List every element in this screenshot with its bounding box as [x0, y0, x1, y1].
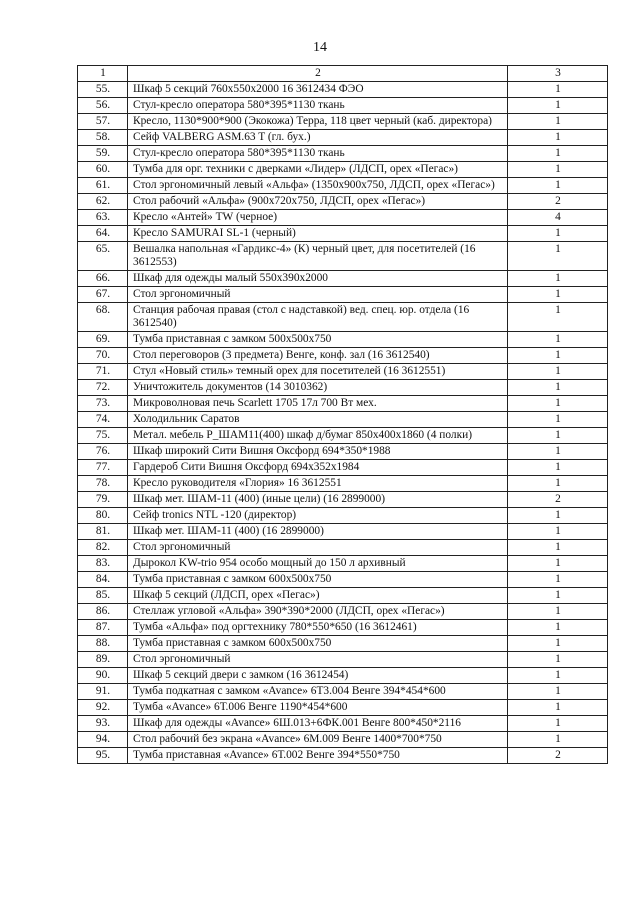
item-name-cell: Тумба «Альфа» под оргтехнику 780*550*650 (16 3612461) — [128, 620, 508, 636]
table-row — [78, 412, 608, 428]
quantity-cell: 1 — [508, 130, 608, 146]
item-name-cell: Шкаф мет. ШАМ-11 (400) (16 2899000) — [128, 524, 508, 540]
table-row — [78, 146, 608, 162]
header-cell-number: 1 — [78, 66, 128, 82]
row-number-cell: 93. — [78, 716, 128, 732]
table-row — [78, 748, 608, 764]
quantity-cell: 1 — [508, 732, 608, 748]
item-name-cell: Кресло SAMURAI SL-1 (черный) — [128, 226, 508, 242]
quantity-cell: 1 — [508, 428, 608, 444]
quantity-cell: 1 — [508, 684, 608, 700]
item-name-cell: Стул-кресло оператора 580*395*1130 ткань — [128, 146, 508, 162]
table-row — [78, 540, 608, 556]
table-row — [78, 492, 608, 508]
item-name-cell: Гардероб Сити Вишня Оксфорд 694x352x1984 — [128, 460, 508, 476]
item-name-cell: Стол эргономичный — [128, 287, 508, 303]
row-number-cell: 77. — [78, 460, 128, 476]
table-row — [78, 162, 608, 178]
row-number-cell: 89. — [78, 652, 128, 668]
row-number-cell: 57. — [78, 114, 128, 130]
item-name-cell: Тумба приставная с замком 600x500x750 — [128, 572, 508, 588]
row-number-cell: 75. — [78, 428, 128, 444]
row-number-cell: 65. — [78, 242, 128, 271]
item-name-cell: Стол эргономичный левый «Альфа» (1350x900x750, ЛДСП, орех «Пегас») — [128, 178, 508, 194]
table-row — [78, 604, 608, 620]
item-name-cell: Сейф tronics NTL -120 (директор) — [128, 508, 508, 524]
item-name-cell: Станция рабочая правая (стол с надставкой) вед. спец. юр. отдела (16 3612540) — [128, 303, 508, 332]
table-row — [78, 716, 608, 732]
table-row — [78, 287, 608, 303]
table-row — [78, 508, 608, 524]
item-name-cell: Сейф VALBERG ASM.63 T (гл. бух.) — [128, 130, 508, 146]
table-row — [78, 332, 608, 348]
table-row — [78, 636, 608, 652]
quantity-cell: 1 — [508, 716, 608, 732]
item-name-cell: Метал. мебель Р_ШАМ11(400) шкаф д/бумаг 850x400x1860 (4 полки) — [128, 428, 508, 444]
item-name-cell: Шкаф мет. ШАМ-11 (400) (иные цели) (16 2899000) — [128, 492, 508, 508]
item-name-cell: Стеллаж угловой «Альфа» 390*390*2000 (ЛДСП, орех «Пегас») — [128, 604, 508, 620]
item-name-cell: Кресло руководителя «Глория» 16 3612551 — [128, 476, 508, 492]
table-row — [78, 348, 608, 364]
item-name-cell: Тумба приставная с замком 500x500x750 — [128, 332, 508, 348]
quantity-cell: 1 — [508, 82, 608, 98]
table-row — [78, 460, 608, 476]
row-number-cell: 73. — [78, 396, 128, 412]
quantity-cell: 1 — [508, 460, 608, 476]
table-row — [78, 271, 608, 287]
quantity-cell: 1 — [508, 271, 608, 287]
item-name-cell: Микроволновая печь Scarlett 1705 17л 700 Вт мех. — [128, 396, 508, 412]
row-number-cell: 82. — [78, 540, 128, 556]
quantity-cell: 1 — [508, 348, 608, 364]
item-name-cell: Шкаф 5 секций двери с замком (16 3612454) — [128, 668, 508, 684]
item-name-cell: Стол рабочий без экрана «Avance» 6М.009 Венге 1400*700*750 — [128, 732, 508, 748]
item-name-cell: Тумба «Avance» 6Т.006 Венге 1190*454*600 — [128, 700, 508, 716]
quantity-cell: 1 — [508, 620, 608, 636]
quantity-cell: 1 — [508, 652, 608, 668]
quantity-cell: 1 — [508, 98, 608, 114]
row-number-cell: 63. — [78, 210, 128, 226]
quantity-cell: 1 — [508, 444, 608, 460]
table-row — [78, 396, 608, 412]
quantity-cell: 2 — [508, 748, 608, 764]
row-number-cell: 71. — [78, 364, 128, 380]
item-name-cell: Вешалка напольная «Гардикс-4» (К) черный цвет, для посетителей (16 3612553) — [128, 242, 508, 271]
table-row — [78, 700, 608, 716]
row-number-cell: 68. — [78, 303, 128, 332]
row-number-cell: 67. — [78, 287, 128, 303]
item-name-cell: Тумба подкатная с замком «Avance» 6Т3.004 Венге 394*454*600 — [128, 684, 508, 700]
row-number-cell: 80. — [78, 508, 128, 524]
row-number-cell: 64. — [78, 226, 128, 242]
item-name-cell: Кресло, 1130*900*900 (Экокожа) Терра, 118 цвет черный (каб. директора) — [128, 114, 508, 130]
item-name-cell: Стол эргономичный — [128, 652, 508, 668]
item-name-cell: Уничтожитель документов (14 3010362) — [128, 380, 508, 396]
row-number-cell: 76. — [78, 444, 128, 460]
quantity-cell: 1 — [508, 668, 608, 684]
row-number-cell: 92. — [78, 700, 128, 716]
item-name-cell: Кресло «Антей» TW (черное) — [128, 210, 508, 226]
item-name-cell: Шкаф широкий Сити Вишня Оксфорд 694*350*1988 — [128, 444, 508, 460]
row-number-cell: 78. — [78, 476, 128, 492]
quantity-cell: 1 — [508, 540, 608, 556]
quantity-cell: 1 — [508, 604, 608, 620]
table-row — [78, 476, 608, 492]
quantity-cell: 4 — [508, 210, 608, 226]
header-cell-quantity: 3 — [508, 66, 608, 82]
quantity-cell: 1 — [508, 114, 608, 130]
item-name-cell: Стол рабочий «Альфа» (900x720x750, ЛДСП, орех «Пегас») — [128, 194, 508, 210]
table-row — [78, 652, 608, 668]
table-row — [78, 428, 608, 444]
item-name-cell: Холодильник Саратов — [128, 412, 508, 428]
row-number-cell: 56. — [78, 98, 128, 114]
page-number: 14 — [313, 40, 327, 55]
row-number-cell: 58. — [78, 130, 128, 146]
table-row — [78, 524, 608, 540]
item-name-cell: Шкаф для одежды «Avance» 6Ш.013+6ФК.001 Венге 800*450*2116 — [128, 716, 508, 732]
row-number-cell: 69. — [78, 332, 128, 348]
inventory-table — [77, 65, 608, 764]
table-row — [78, 364, 608, 380]
row-number-cell: 70. — [78, 348, 128, 364]
table-row — [78, 572, 608, 588]
row-number-cell: 88. — [78, 636, 128, 652]
item-name-cell: Стул-кресло оператора 580*395*1130 ткань — [128, 98, 508, 114]
quantity-cell: 1 — [508, 700, 608, 716]
item-name-cell: Тумба приставная «Avance» 6Т.002 Венге 394*550*750 — [128, 748, 508, 764]
table-row — [78, 130, 608, 146]
row-number-cell: 87. — [78, 620, 128, 636]
item-name-cell: Дырокол KW-trio 954 особо мощный до 150 л архивный — [128, 556, 508, 572]
item-name-cell: Стул «Новый стиль» темный орех для посетителей (16 3612551) — [128, 364, 508, 380]
quantity-cell: 1 — [508, 332, 608, 348]
quantity-cell: 2 — [508, 492, 608, 508]
table-row — [78, 732, 608, 748]
row-number-cell: 72. — [78, 380, 128, 396]
table-row — [78, 194, 608, 210]
table-row — [78, 210, 608, 226]
row-number-cell: 60. — [78, 162, 128, 178]
quantity-cell: 1 — [508, 242, 608, 271]
row-number-cell: 86. — [78, 604, 128, 620]
table-row — [78, 178, 608, 194]
item-name-cell: Стол переговоров (3 предмета) Венге, конф. зал (16 3612540) — [128, 348, 508, 364]
table-row — [78, 226, 608, 242]
row-number-cell: 84. — [78, 572, 128, 588]
quantity-cell: 1 — [508, 162, 608, 178]
table-row — [78, 242, 608, 271]
row-number-cell: 85. — [78, 588, 128, 604]
table-row — [78, 303, 608, 332]
quantity-cell: 1 — [508, 380, 608, 396]
table-row — [78, 380, 608, 396]
quantity-cell: 1 — [508, 226, 608, 242]
quantity-cell: 1 — [508, 146, 608, 162]
row-number-cell: 83. — [78, 556, 128, 572]
table-row — [78, 98, 608, 114]
item-name-cell: Шкаф 5 секций 760x550x2000 16 3612434 ФЭО — [128, 82, 508, 98]
table-header-row — [78, 66, 608, 82]
quantity-cell: 1 — [508, 556, 608, 572]
item-name-cell: Шкаф 5 секций (ЛДСП, орех «Пегас») — [128, 588, 508, 604]
table-row — [78, 444, 608, 460]
row-number-cell: 81. — [78, 524, 128, 540]
quantity-cell: 1 — [508, 636, 608, 652]
quantity-cell: 1 — [508, 178, 608, 194]
row-number-cell: 91. — [78, 684, 128, 700]
quantity-cell: 1 — [508, 364, 608, 380]
quantity-cell: 1 — [508, 524, 608, 540]
table-row — [78, 82, 608, 98]
table-row — [78, 620, 608, 636]
row-number-cell: 62. — [78, 194, 128, 210]
row-number-cell: 66. — [78, 271, 128, 287]
table-row — [78, 684, 608, 700]
quantity-cell: 1 — [508, 412, 608, 428]
quantity-cell: 1 — [508, 588, 608, 604]
row-number-cell: 55. — [78, 82, 128, 98]
item-name-cell: Стол эргономичный — [128, 540, 508, 556]
quantity-cell: 1 — [508, 572, 608, 588]
table-row — [78, 556, 608, 572]
item-name-cell: Шкаф для одежды малый 550x390x2000 — [128, 271, 508, 287]
quantity-cell: 2 — [508, 194, 608, 210]
header-cell-name: 2 — [128, 66, 508, 82]
table-row — [78, 114, 608, 130]
quantity-cell: 1 — [508, 303, 608, 332]
row-number-cell: 95. — [78, 748, 128, 764]
quantity-cell: 1 — [508, 508, 608, 524]
quantity-cell: 1 — [508, 476, 608, 492]
item-name-cell: Тумба для орг. техники с дверками «Лидер» (ЛДСП, орех «Пегас») — [128, 162, 508, 178]
row-number-cell: 61. — [78, 178, 128, 194]
table-row — [78, 668, 608, 684]
row-number-cell: 90. — [78, 668, 128, 684]
row-number-cell: 94. — [78, 732, 128, 748]
quantity-cell: 1 — [508, 396, 608, 412]
quantity-cell: 1 — [508, 287, 608, 303]
row-number-cell: 74. — [78, 412, 128, 428]
row-number-cell: 79. — [78, 492, 128, 508]
item-name-cell: Тумба приставная с замком 600x500x750 — [128, 636, 508, 652]
row-number-cell: 59. — [78, 146, 128, 162]
table-row — [78, 588, 608, 604]
